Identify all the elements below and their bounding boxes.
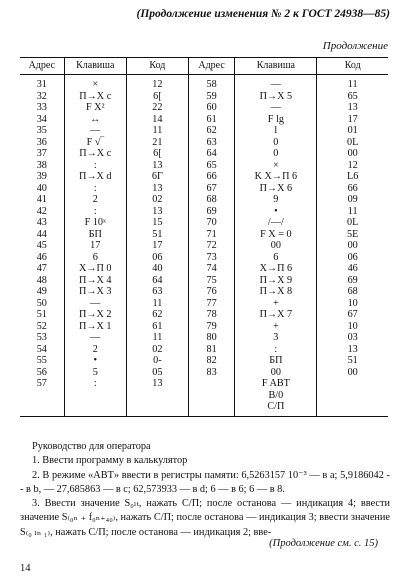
cell-key: П→X 6 [235,183,317,195]
cell-code: 00 [317,148,388,160]
cell-code: 14 [126,114,188,126]
cell-key [64,390,126,402]
cell-key: 00 [235,367,317,379]
cell-code: 01 [317,125,388,137]
cell-key: П→X 8 [235,286,317,298]
cell-key: F 10ˣ [64,217,126,229]
cell-code: 66 [317,183,388,195]
cell-code: 11 [317,75,388,91]
cell-address: 80 [188,332,235,344]
table-row [20,91,388,103]
cell-code: 62 [126,309,188,321]
cell-address: 49 [36,286,47,297]
table-row [20,252,388,264]
cell-key: 6 [64,252,126,264]
cell-address: 32 [36,90,47,102]
cell-code: 03 [317,332,388,344]
table-row [20,229,388,241]
cell-code: 0L [317,137,388,149]
cell-code: 11 [126,125,188,137]
cell-key: П→X 2 [64,309,126,321]
cell-code: 11 [126,332,188,344]
cell-key: B/0 [235,390,317,402]
cell-code: 40 [126,263,188,275]
cell-code [317,401,388,416]
cell-key: П→X c [64,91,126,103]
cell-code: 6Г [126,171,188,183]
instruction-3: 3. Ввести значение S₀ₗₜ, нажать С/П; после останова — индикация 4; ввести значение S₍₀ₙ ₊ f₀ₙ₊₄₀₎, нажать С/П; после останова — индикация 3; ввести значение S₍₀ ₗₙ ₁₎, нажать С/П; после останова — индикация 2; вве- [20,498,390,538]
cell-key: • [64,355,126,367]
cell-address: 51 [36,309,47,320]
cell-code: 6[ [126,148,188,160]
cell-code [126,401,188,416]
cell-address: 75 [188,275,235,287]
cell-key: X→П 6 [235,263,317,275]
cell-key: 2 [64,194,126,206]
table-row [20,75,388,91]
cell-key: П→X c [64,148,126,160]
cell-address: 60 [188,102,235,114]
continuation-label: Продолжение [322,40,388,52]
cell-key: 0 [235,148,317,160]
column-header-code: Код [317,58,388,75]
cell-key: : [64,160,126,172]
cell-code: 13 [126,160,188,172]
table-row [20,378,388,390]
cell-key: — [235,75,317,91]
cell-code: 0L [317,217,388,229]
cell-code: 46 [317,263,388,275]
table-row [20,240,388,252]
cell-code: 5E [317,229,388,241]
cell-code: 51 [317,355,388,367]
cell-code: 00 [317,367,388,379]
cell-address: 40 [36,182,47,194]
cell-key: С/П [235,401,317,416]
cell-address: 52 [36,320,47,332]
table-row [20,206,388,218]
cell-address: 41 [36,194,47,205]
cell-key: 2 [64,344,126,356]
cell-key: F lg [235,114,317,126]
cell-key: 3 [235,332,317,344]
cell-address: 63 [188,137,235,149]
cell-key: П→X 5 [235,91,317,103]
cell-key: : [64,183,126,195]
table-row [20,275,388,287]
cell-address: 55 [36,355,47,366]
cell-key: — [64,125,126,137]
cell-key: — [64,332,126,344]
cell-key: 9 [235,194,317,206]
cell-address: 76 [188,286,235,298]
cell-code: 13 [126,378,188,390]
cell-address: 43 [36,217,47,228]
cell-address: 47 [36,263,47,274]
program-code-table [20,57,388,417]
cell-code: 17 [126,240,188,252]
cell-key: П→X 4 [64,275,126,287]
column-header-address: Адрес [20,58,64,75]
cell-address: 82 [188,355,235,367]
cell-code: 67 [317,309,388,321]
cell-address: 33 [36,102,47,113]
table-row [20,367,388,379]
cell-code: 13 [126,183,188,195]
cell-key: : [64,206,126,218]
table-row [20,344,388,356]
cell-address: 70 [188,217,235,229]
cell-address: 66 [188,171,235,183]
cell-code: 69 [317,275,388,287]
cell-key: 00 [235,240,317,252]
cell-key: : [235,344,317,356]
continuation-note: (Продолжение см. с. 15) [269,538,378,549]
cell-address [20,401,64,416]
cell-address: 53 [36,332,47,343]
cell-address: 56 [36,366,47,378]
cell-code: 64 [126,275,188,287]
cell-address: 64 [188,148,235,160]
cell-key: БП [64,229,126,241]
table-row [20,263,388,275]
cell-code: 11 [317,206,388,218]
cell-code: 13 [317,344,388,356]
table-row [20,355,388,367]
cell-address: 61 [188,114,235,126]
table-row [20,286,388,298]
cell-key: ↔ [64,114,126,126]
cell-address: 62 [188,125,235,137]
cell-key: — [64,298,126,310]
operator-guide [20,440,390,540]
cell-address: 78 [188,309,235,321]
cell-address: 59 [188,91,235,103]
cell-address: 46 [36,251,47,263]
section-title: Руководство для оператора [32,441,151,452]
cell-code: L6 [317,171,388,183]
cell-code: 06 [126,252,188,264]
cell-code: 63 [126,286,188,298]
cell-code: 11 [126,298,188,310]
cell-code: 12 [317,160,388,172]
cell-key: + [235,298,317,310]
cell-address: 48 [36,274,47,286]
cell-code: 12 [126,75,188,91]
column-header-key: Клавиша [64,58,126,75]
cell-address: 65 [188,160,235,172]
cell-address: 67 [188,183,235,195]
cell-address: 57 [36,378,47,389]
cell-code: 15 [126,217,188,229]
page-header: (Продолжение изменения № 2 к ГОСТ 24938—85) [136,8,390,20]
cell-address [20,390,64,402]
cell-code: 0- [126,355,188,367]
cell-code: 00 [317,240,388,252]
cell-code: 65 [317,91,388,103]
cell-key: K X→П 6 [235,171,317,183]
cell-address: 69 [188,206,235,218]
table-body [20,75,388,417]
cell-address: 72 [188,240,235,252]
table-row [20,171,388,183]
cell-address: 31 [36,79,47,90]
column-header-address: Адрес [188,58,235,75]
instruction-2: 2. В режиме «ABT» ввести в регистры памяти: 6,5263157 10⁻³ — в a; 5,9186042 -- в b, — 27,685863 — в c; 62,573933 — в d; 6 — в 6; 6 — в 8. [20,469,390,495]
cell-address: 81 [188,344,235,356]
cell-code: 51 [126,229,188,241]
table-row [20,137,388,149]
cell-address [188,378,235,390]
cell-address: 38 [36,159,47,171]
table-row [20,102,388,114]
cell-key: БП [235,355,317,367]
cell-address: 50 [36,297,47,309]
cell-code: 10 [317,298,388,310]
table-row [20,183,388,195]
cell-code: 22 [126,102,188,114]
cell-code: 06 [317,252,388,264]
table-row [20,217,388,229]
cell-key: 6 [235,252,317,264]
table-header-row [20,58,388,75]
cell-key: : [64,378,126,390]
cell-address [188,390,235,402]
cell-address: 35 [36,125,47,136]
cell-key: × [64,75,126,91]
cell-address: 74 [188,263,235,275]
cell-address: 79 [188,321,235,333]
cell-code [126,390,188,402]
cell-key: П→X 3 [64,286,126,298]
cell-key: • [235,206,317,218]
cell-key: × [235,160,317,172]
cell-key: X→П 0 [64,263,126,275]
table-row [20,390,388,402]
cell-code: 02 [126,194,188,206]
cell-key: 0 [235,137,317,149]
cell-address: 36 [36,136,47,148]
cell-address [188,401,235,416]
table-row [20,298,388,310]
cell-key: П→X 9 [235,275,317,287]
cell-key: П→X d [64,171,126,183]
cell-code: 10 [317,321,388,333]
cell-key: F √‾ [64,137,126,149]
column-header-code: Код [126,58,188,75]
cell-key: F ABT [235,378,317,390]
cell-key: П→X 1 [64,321,126,333]
cell-address: 71 [188,229,235,241]
cell-address: 42 [36,205,47,217]
cell-key: /—/ [235,217,317,229]
cell-key: — [235,102,317,114]
table-row [20,194,388,206]
cell-address: 37 [36,148,47,159]
cell-address: 73 [188,252,235,264]
cell-code: 68 [317,286,388,298]
cell-address: 83 [188,367,235,379]
cell-code: 05 [126,367,188,379]
cell-address: 54 [36,343,47,355]
cell-address: 77 [188,298,235,310]
column-header-key: Клавиша [235,58,317,75]
cell-key: + [235,321,317,333]
cell-key: П→X 7 [235,309,317,321]
cell-code: 17 [317,114,388,126]
table-row [20,401,388,416]
table-row [20,148,388,160]
cell-code [317,390,388,402]
cell-key: 5 [64,367,126,379]
cell-code: 61 [126,321,188,333]
cell-code: 09 [317,194,388,206]
cell-key: F X = 0 [235,229,317,241]
table-row [20,160,388,172]
cell-key: l [235,125,317,137]
cell-address: 45 [36,240,47,251]
cell-code [317,378,388,390]
cell-address: 68 [188,194,235,206]
cell-code: 13 [317,102,388,114]
table-row [20,332,388,344]
table-row [20,309,388,321]
table-row [20,125,388,137]
cell-address: 58 [188,75,235,91]
cell-code: 21 [126,137,188,149]
cell-code: 6[ [126,91,188,103]
page-number: 14 [20,563,31,574]
cell-key: 17 [64,240,126,252]
cell-key [64,401,126,416]
cell-key: F X² [64,102,126,114]
cell-code: 13 [126,206,188,218]
cell-address: 44 [36,228,47,240]
table-row [20,114,388,126]
cell-address: 34 [36,113,47,125]
table-row [20,321,388,333]
instruction-1: 1. Ввести программу в калькулятор [32,455,188,467]
cell-code: 02 [126,344,188,356]
cell-address: 39 [36,171,47,182]
